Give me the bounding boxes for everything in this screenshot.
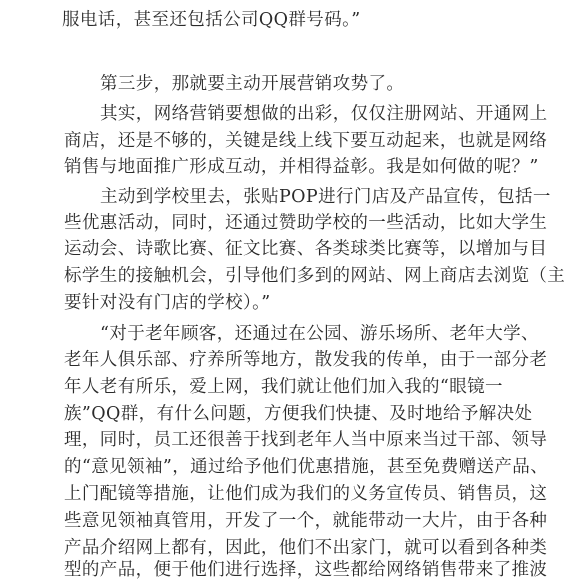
text-line-3: 其实，网络营销要想做的出彩，仅仅注册网站、开通网上: [100, 104, 548, 124]
text-line-13: 年人老有所乐，爱上网，我们就让他们加入我的“眼镜一: [64, 377, 503, 397]
text-line-7: 些优惠活动，同时，还通过赞助学校的一些活动，比如大学生: [64, 213, 548, 233]
text-line-10: 要针对没有门店的学校）。”: [64, 293, 271, 313]
text-line-9: 标学生的接触机会，引导他们多到的网站、网上商店去浏览（主: [64, 266, 565, 286]
text-line-6: 主动到学校里去，张贴POP进行门店及产品宣传，包括一: [100, 187, 551, 207]
text-line-20: 型的产品，便于他们进行选择，这些都给网络销售带来了推波: [64, 560, 548, 580]
text-line-16: 的“意见领袖”，通过给予他们优惠措施，甚至免费赠送产品、: [64, 457, 549, 477]
text-line-19: 产品介绍网上都有，因此，他们不出家门，就可以看到各种类: [64, 538, 548, 558]
text-line-8: 运动会、诗歌比赛、征文比赛、各类球类比赛等，以增加与目: [64, 239, 548, 259]
text-line-12: 老年人俱乐部、疗养所等地方，散发我的传单，由于一部分老: [64, 350, 548, 370]
text-line-2: 第三步，那就要主动开展营销攻势了。: [100, 74, 405, 94]
text-line-17: 上门配镜等措施，让他们成为我们的义务宣传员、销售员，这: [64, 484, 548, 504]
text-line-14: 族”QQ群，有什么问题，方便我们快捷、及时地给予解决处: [64, 404, 533, 424]
text-line-11: “对于老年顾客，还通过在公园、游乐场所、老年大学、: [100, 324, 539, 344]
text-line-18: 些意见领袖真管用，开发了一个，就能带动一大片，由于各种: [64, 511, 548, 531]
text-line-15: 理，同时，员工还很善于找到老年人当中原来当过干部、领导: [64, 430, 548, 450]
text-line-4: 商店，还是不够的，关键是线上线下要互动起来，也就是网络: [64, 131, 548, 151]
text-line-1: 服电话，甚至还包括公司QQ群号码。”: [62, 10, 361, 30]
text-line-5: 销售与地面推广形成互动，并相得益彰。我是如何做的呢？”: [64, 157, 539, 177]
